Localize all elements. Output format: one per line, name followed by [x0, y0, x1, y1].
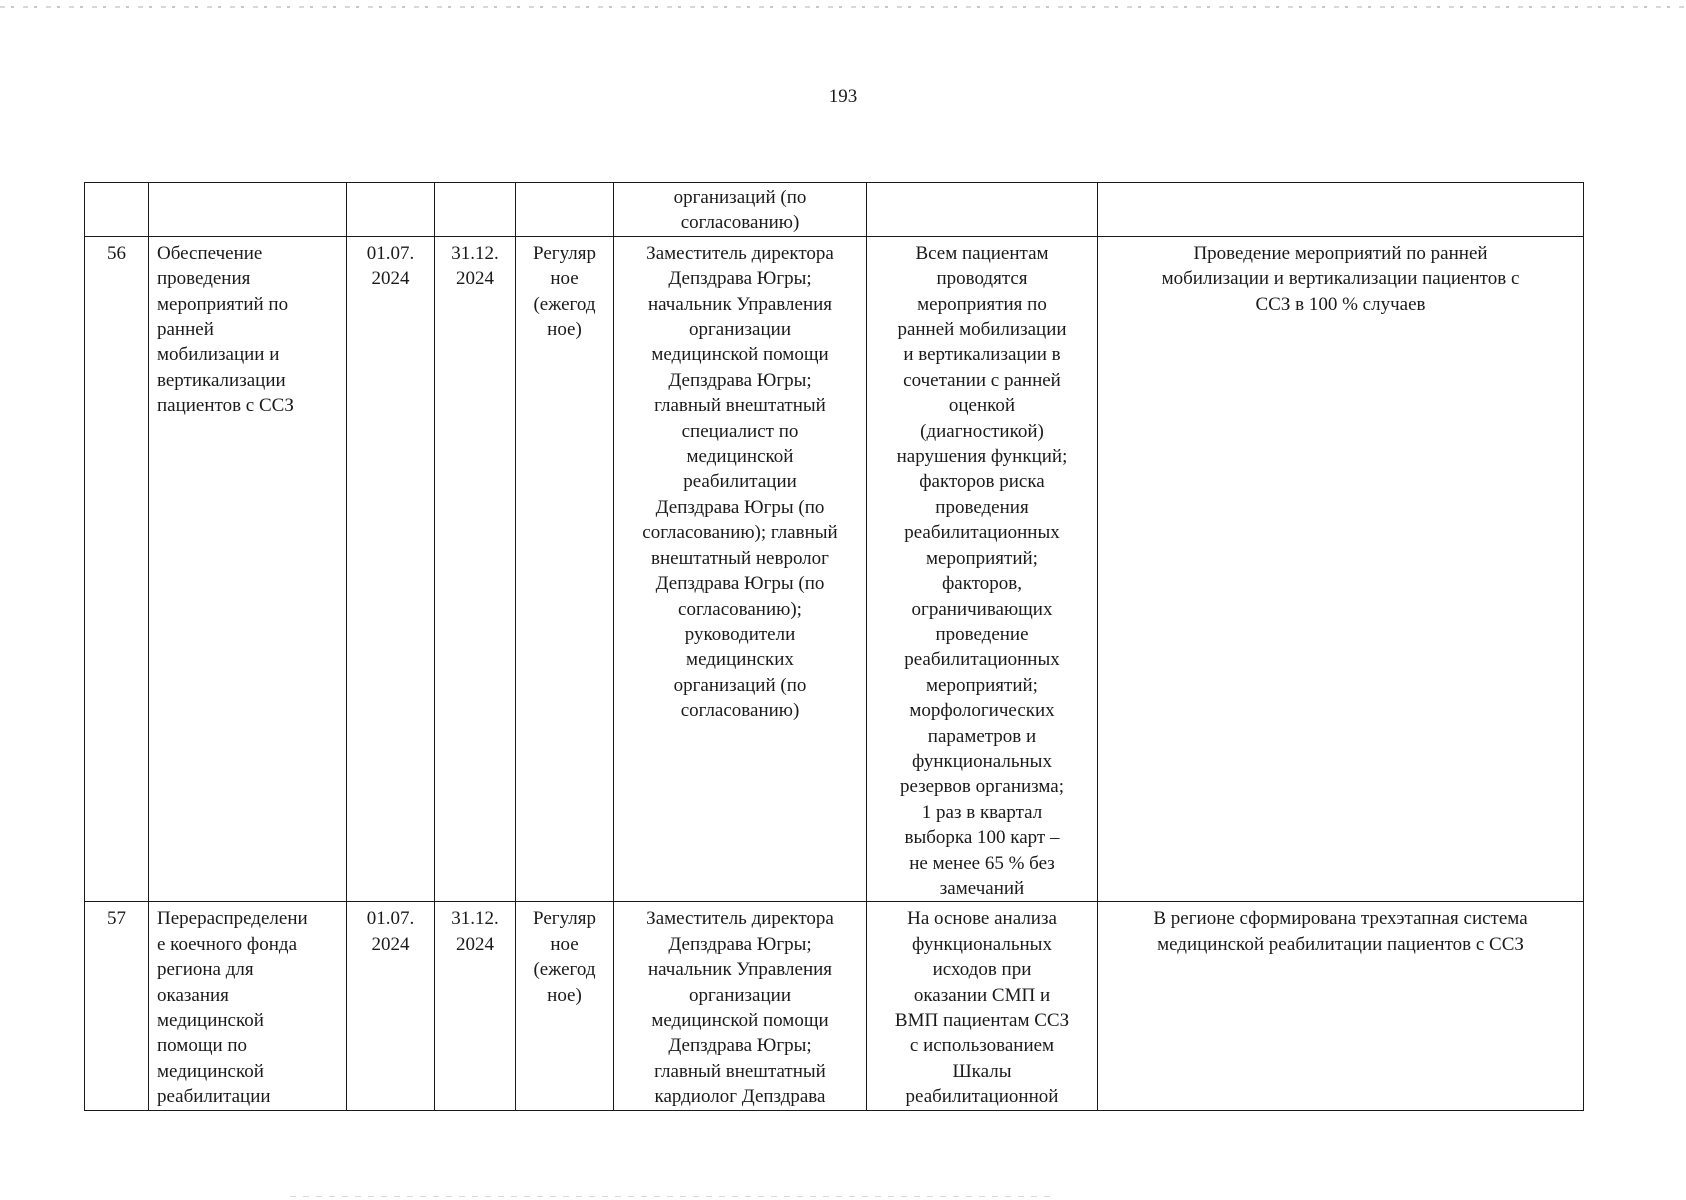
end-date-cell: 31.12. 2024	[435, 236, 516, 902]
event-cell: Перераспределени е коечного фонда региона для оказания медицинской помощи по медицинской реабилитации	[149, 902, 347, 1110]
result-cell: В регионе сформирована трехэтапная система медицинской реабилитации пациентов с ССЗ	[1098, 902, 1584, 1110]
start-date-cell	[347, 183, 435, 237]
periodicity-cell	[516, 183, 614, 237]
responsible-cell: Заместитель директора Депздрава Югры; начальник Управления организации медицинской помощи Депздрава Югры; главный внештатный кардиолог Депздрава	[614, 902, 867, 1110]
event-cell	[149, 183, 347, 237]
result-cell	[1098, 183, 1584, 237]
indicator-cell	[867, 183, 1098, 237]
event-cell: Обеспечение проведения мероприятий по ранней мобилизации и вертикализации пациентов с ССЗ	[149, 236, 347, 902]
responsible-cell: организаций (по согласованию)	[614, 183, 867, 237]
page-number: 193	[828, 86, 858, 107]
periodicity-cell: Регуляр ное (ежегод ное)	[516, 902, 614, 1110]
scan-artifact-top	[0, 6, 1686, 8]
indicator-cell: На основе анализа функциональных исходов при оказании СМП и ВМП пациентам ССЗ с использованием Шкалы реабилитационной	[867, 902, 1098, 1110]
start-date-cell: 01.07. 2024	[347, 902, 435, 1110]
periodicity-cell: Регуляр ное (ежегод ное)	[516, 236, 614, 902]
responsible-cell: Заместитель директора Депздрава Югры; начальник Управления организации медицинской помощи Депздрава Югры; главный внештатный специалист по медицинской реабилитации Депздрава Югры (по согласованию); главный внештатный невролог Депздрава Югры (по согласованию); руководители медицинских организаций (по согласованию)	[614, 236, 867, 902]
table-row	[85, 902, 1584, 1110]
end-date-cell	[435, 183, 516, 237]
indicator-cell: Всем пациентам проводятся мероприятия по ранней мобилизации и вертикализации в сочетании с ранней оценкой (диагностикой) нарушения функций; факторов риска проведения реабилитационных мероприятий; факторов, ограничивающих проведение реабилитационных мероприятий; морфологических параметров и функциональных резервов организма; 1 раз в квартал выборка 100 карт – не менее 65 % без замечаний	[867, 236, 1098, 902]
row-number: 56	[85, 236, 149, 902]
start-date-cell: 01.07. 2024	[347, 236, 435, 902]
number-cell	[85, 183, 149, 237]
table-row	[85, 236, 1584, 902]
table-row-continuation	[85, 183, 1584, 237]
row-number: 57	[85, 902, 149, 1110]
result-cell: Проведение мероприятий по ранней мобилизации и вертикализации пациентов с ССЗ в 100 % случаев	[1098, 236, 1584, 902]
scan-artifact-bottom	[290, 1196, 1050, 1197]
measures-table	[84, 182, 1584, 1111]
end-date-cell: 31.12. 2024	[435, 902, 516, 1110]
